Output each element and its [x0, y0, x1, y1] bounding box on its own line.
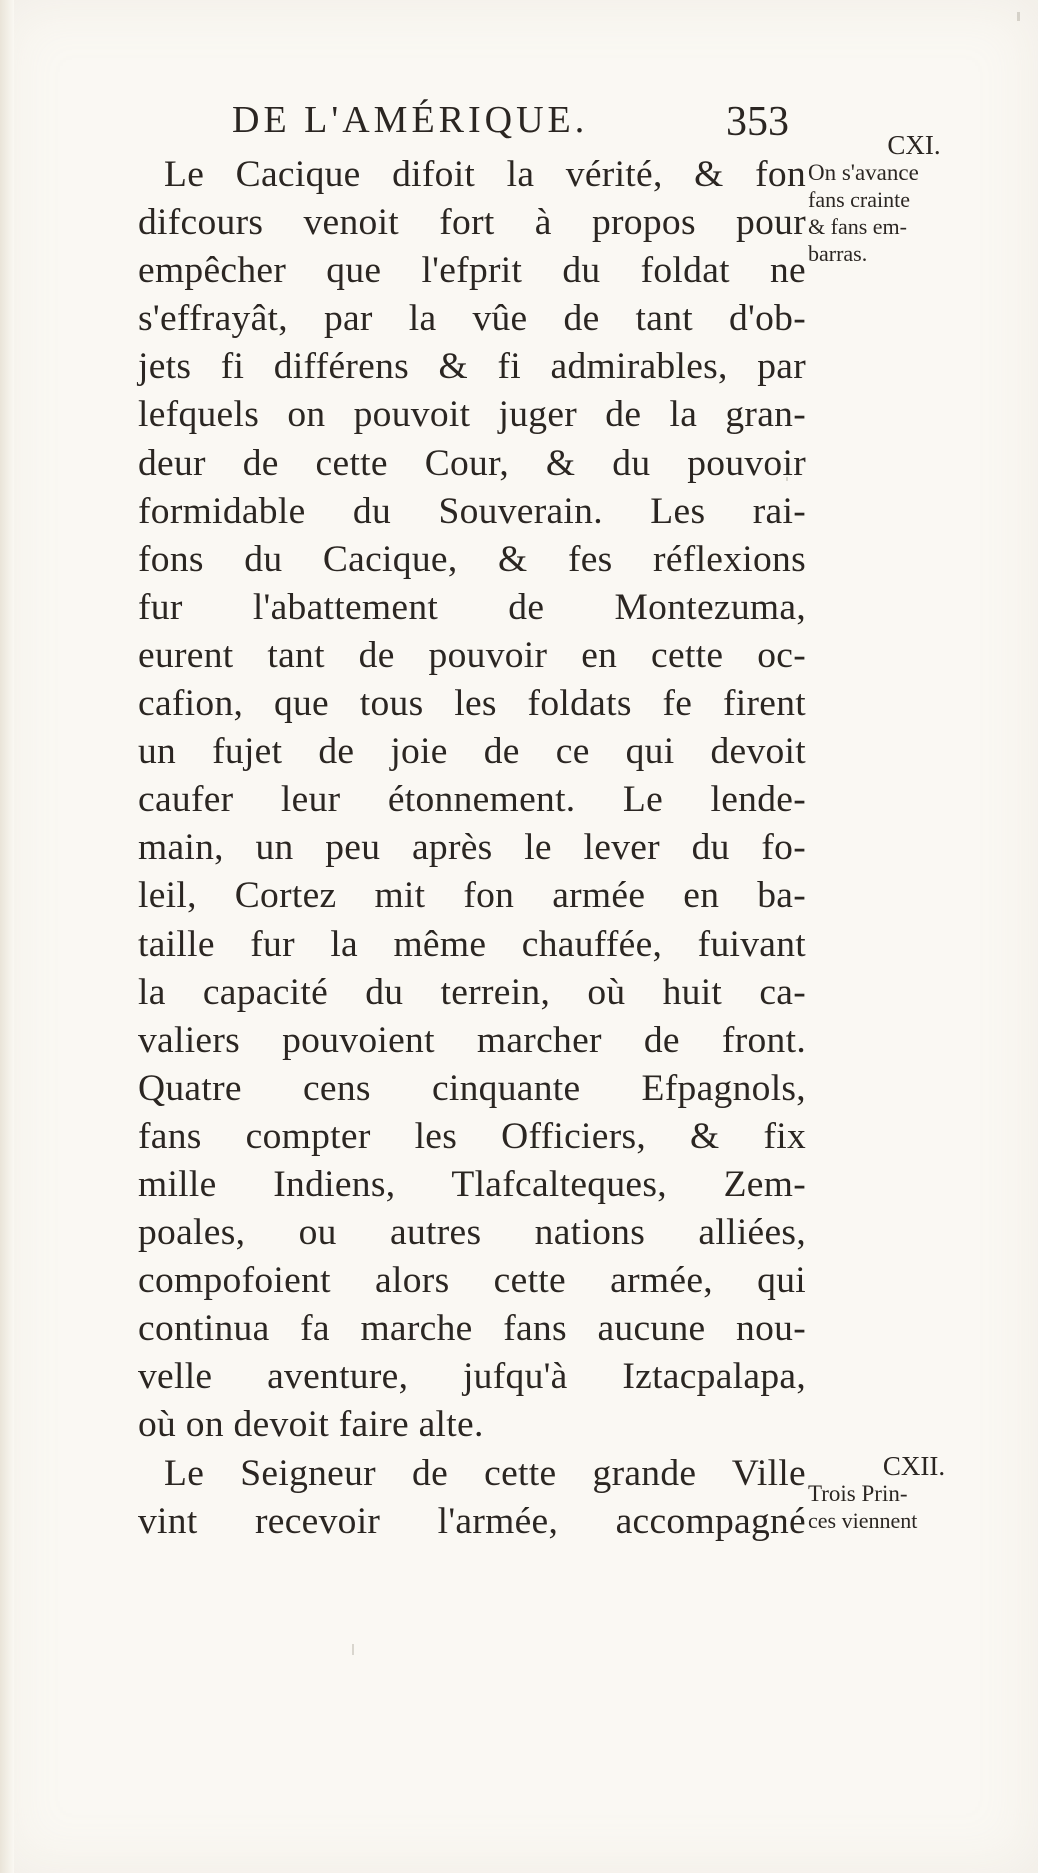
text-line: valiers pouvoient marcher de front. [138, 1019, 806, 1061]
margin-note-number: CXII. [882, 1451, 946, 1481]
margin-note-number: CXI. [887, 130, 941, 160]
text-line: taille fur la même chauffée, fuivant [138, 923, 806, 965]
text-line: fans compter les Officiers, & fix [138, 1115, 806, 1157]
running-head: DE L'AMÉRIQUE. [232, 99, 589, 141]
margin-note-line: ces viennent [808, 1508, 918, 1533]
margin-note [808, 131, 1020, 267]
page-number: 353 [726, 99, 789, 145]
margin-note-line: On s'avance [808, 160, 919, 185]
text-line: caufer leur étonnement. Le lende- [138, 779, 806, 821]
text-line: vint recevoir l'armée, accompagné [138, 1500, 806, 1542]
text-line: mille Indiens, Tlafcalteques, Zem- [138, 1163, 806, 1205]
text-line: lefquels on pouvoit juger de la gran- [138, 394, 806, 436]
text-line: velle aventure, jufqu'à Iztacpalapa, [138, 1356, 806, 1398]
margin-note-line: fans crainte [808, 187, 910, 212]
text-line: Quatre cens cinquante Efpagnols, [138, 1067, 806, 1109]
text-line: poales, ou autres nations alliées, [138, 1212, 806, 1254]
paper-speck [352, 1644, 354, 1655]
text-line: compofoient alors cette armée, qui [138, 1260, 806, 1302]
text-line: deur de cette Cour, & du pouvoir [138, 442, 806, 484]
text-line: formidable du Souverain. Les rai- [138, 490, 806, 532]
text-line: fur l'abattement de Montezuma, [138, 586, 806, 628]
text-line: un fujet de joie de ce qui devoit [138, 731, 806, 773]
paper-speck [786, 477, 788, 481]
text-line: cafion, que tous les foldats fe firent [138, 683, 806, 725]
text-line: Le Seigneur de cette grande Ville [164, 1452, 806, 1494]
text-line: main, un peu après le lever du fo- [138, 827, 806, 869]
body-text [138, 151, 806, 1546]
margin-note-line: & fans em- [808, 214, 907, 239]
paper-speck [1017, 12, 1020, 21]
text-line: où on devoit faire alte. [138, 1404, 484, 1446]
text-line: empêcher que l'efprit du foldat ne [138, 250, 806, 292]
margin-note-line: Trois Prin- [808, 1481, 908, 1506]
margin-note [808, 1452, 1020, 1534]
margin-note-line: barras. [808, 241, 868, 266]
text-line: continua fa marche fans aucune nou- [138, 1308, 806, 1350]
text-line: Le Cacique difoit la vérité, & fon [164, 154, 806, 195]
page-header [232, 98, 832, 148]
text-line: la capacité du terrein, où huit ca- [138, 971, 806, 1013]
text-line: fons du Cacique, & fes réflexions [138, 538, 806, 580]
text-line: difcours venoit fort à propos pour [138, 202, 806, 244]
text-line: jets fi différens & fi admirables, par [138, 346, 806, 388]
text-line: leil, Cortez mit fon armée en ba- [138, 875, 806, 917]
text-line: s'effrayât, par la vûe de tant d'ob- [138, 298, 806, 340]
page-gutter [0, 0, 14, 1873]
text-line: eurent tant de pouvoir en cette oc- [138, 634, 806, 676]
